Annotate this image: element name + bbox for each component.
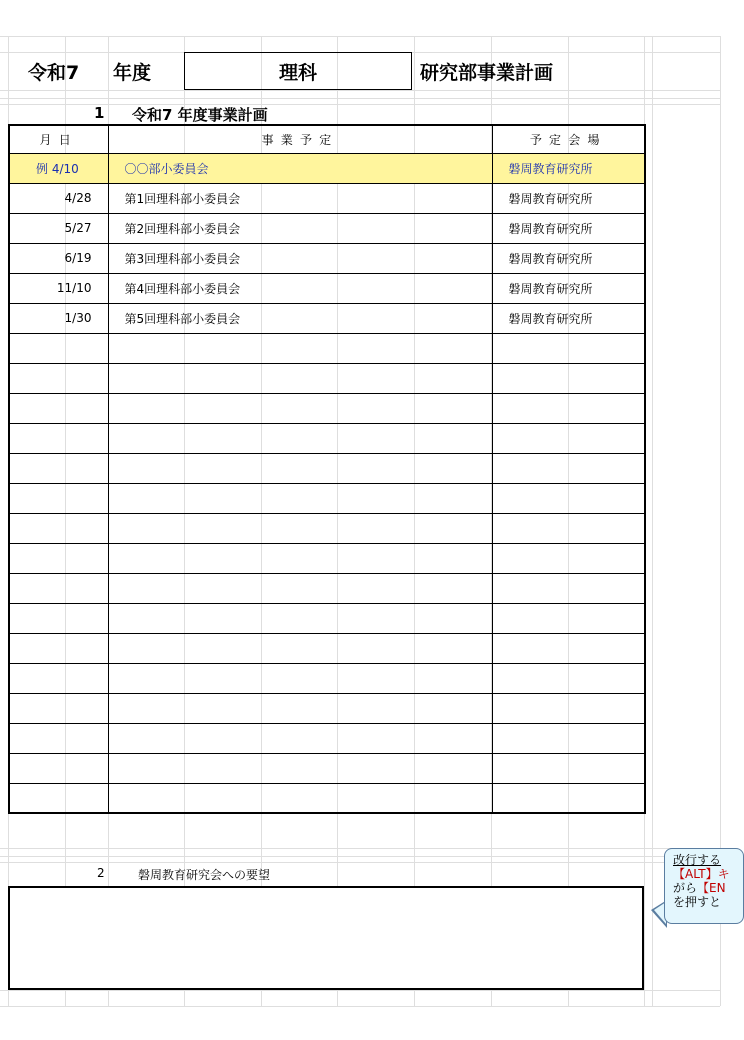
empty-cell-date[interactable] (9, 423, 108, 453)
empty-table-row[interactable] (9, 723, 645, 753)
empty-table-row[interactable] (9, 333, 645, 363)
empty-cell-venue[interactable] (492, 423, 645, 453)
empty-cell-date[interactable] (9, 573, 108, 603)
empty-cell-venue[interactable] (492, 483, 645, 513)
empty-cell-venue[interactable] (492, 393, 645, 423)
section2-number: 2 (97, 866, 105, 880)
empty-cell-date[interactable] (9, 483, 108, 513)
empty-cell-venue[interactable] (492, 333, 645, 363)
empty-cell-event[interactable] (108, 393, 492, 423)
empty-cell-event[interactable] (108, 543, 492, 573)
empty-cell-date[interactable] (9, 663, 108, 693)
example-event[interactable]: 〇〇部小委員会 (108, 153, 492, 183)
empty-cell-date[interactable] (9, 693, 108, 723)
empty-cell-venue[interactable] (492, 453, 645, 483)
cell-event[interactable]: 第1回理科部小委員会 (108, 183, 492, 213)
section1-title: 令和7 年度事業計画 (132, 106, 268, 124)
section2-title: 磐周教育研究会への要望 (138, 868, 271, 882)
section1-number: 1 (94, 104, 105, 122)
empty-cell-event[interactable] (108, 363, 492, 393)
empty-cell-event[interactable] (108, 603, 492, 633)
cell-date[interactable]: 1/30 (9, 303, 108, 333)
cell-event[interactable]: 第2回理科部小委員会 (108, 213, 492, 243)
empty-cell-event[interactable] (108, 663, 492, 693)
callout-line3-a: がら (673, 881, 698, 895)
gridline-horizontal (0, 862, 720, 863)
header-date: 月日 (9, 125, 108, 153)
cell-date[interactable]: 4/28 (9, 183, 108, 213)
empty-cell-venue[interactable] (492, 723, 645, 753)
empty-cell-date[interactable] (9, 723, 108, 753)
subject-text: 理科 (278, 61, 317, 84)
empty-cell-date[interactable] (9, 603, 108, 633)
gridline-vertical (652, 36, 653, 1006)
empty-table-row[interactable] (9, 783, 645, 813)
empty-table-row[interactable] (9, 423, 645, 453)
empty-table-row[interactable] (9, 543, 645, 573)
table-row[interactable] (9, 303, 645, 333)
table-row[interactable] (9, 273, 645, 303)
cell-venue[interactable]: 磐周教育研究所 (492, 303, 645, 333)
cell-venue[interactable]: 磐周教育研究所 (492, 273, 645, 303)
empty-cell-date[interactable] (9, 633, 108, 663)
cell-date[interactable]: 6/19 (9, 243, 108, 273)
empty-cell-event[interactable] (108, 453, 492, 483)
cell-venue[interactable]: 磐周教育研究所 (492, 243, 645, 273)
empty-cell-event[interactable] (108, 333, 492, 363)
empty-cell-event[interactable] (108, 783, 492, 813)
empty-cell-venue[interactable] (492, 363, 645, 393)
gridline-horizontal (0, 36, 720, 37)
empty-cell-date[interactable] (9, 513, 108, 543)
empty-cell-event[interactable] (108, 753, 492, 783)
empty-cell-date[interactable] (9, 393, 108, 423)
empty-table-row[interactable] (9, 603, 645, 633)
title-suffix: 研究部事業計画 (420, 61, 554, 84)
request-input-box[interactable] (8, 886, 644, 990)
example-date[interactable]: 例 4/10 (9, 153, 108, 183)
callout-line3-b: 【EN (697, 881, 726, 895)
empty-cell-venue[interactable] (492, 543, 645, 573)
gridline-horizontal (0, 990, 720, 991)
table-row[interactable] (9, 213, 645, 243)
example-row[interactable] (9, 153, 645, 183)
cell-event[interactable]: 第4回理科部小委員会 (108, 273, 492, 303)
empty-table-row[interactable] (9, 663, 645, 693)
empty-cell-event[interactable] (108, 423, 492, 453)
empty-cell-event[interactable] (108, 513, 492, 543)
empty-cell-venue[interactable] (492, 633, 645, 663)
cell-venue[interactable]: 磐周教育研究所 (492, 213, 645, 243)
cell-date[interactable]: 11/10 (9, 273, 108, 303)
empty-cell-venue[interactable] (492, 513, 645, 543)
empty-cell-venue[interactable] (492, 753, 645, 783)
empty-table-row[interactable] (9, 573, 645, 603)
nendo-label: 年度 (113, 61, 152, 84)
cell-venue[interactable]: 磐周教育研究所 (492, 183, 645, 213)
empty-cell-event[interactable] (108, 483, 492, 513)
empty-cell-event[interactable] (108, 633, 492, 663)
empty-table-row[interactable] (9, 693, 645, 723)
empty-table-row[interactable] (9, 513, 645, 543)
empty-table-row[interactable] (9, 393, 645, 423)
gridline-horizontal (0, 90, 720, 91)
empty-table-row[interactable] (9, 753, 645, 783)
gridline-horizontal (0, 98, 720, 99)
callout-line2: 【ALT】キ (673, 867, 730, 881)
empty-cell-date[interactable] (9, 543, 108, 573)
empty-cell-venue[interactable] (492, 663, 645, 693)
empty-cell-date[interactable] (9, 753, 108, 783)
gridline-horizontal (0, 1006, 720, 1007)
plan-table-header (9, 125, 645, 153)
header-venue: 予定会場 (492, 125, 645, 153)
table-row[interactable] (9, 243, 645, 273)
empty-cell-venue[interactable] (492, 603, 645, 633)
callout-line1: 改行する (673, 853, 722, 867)
empty-cell-event[interactable] (108, 723, 492, 753)
cell-event[interactable]: 第3回理科部小委員会 (108, 243, 492, 273)
table-row[interactable] (9, 183, 645, 213)
empty-cell-date[interactable] (9, 453, 108, 483)
era-cell[interactable]: 令和7 (28, 61, 80, 84)
empty-table-row[interactable] (9, 363, 645, 393)
gridline-horizontal (0, 856, 720, 857)
header-event: 事業予定 (108, 125, 492, 153)
empty-cell-venue[interactable] (492, 573, 645, 603)
empty-table-row[interactable] (9, 453, 645, 483)
example-venue[interactable]: 磐周教育研究所 (492, 153, 645, 183)
cell-event[interactable]: 第5回理科部小委員会 (108, 303, 492, 333)
callout-line3 (673, 881, 743, 895)
empty-table-row[interactable] (9, 633, 645, 663)
cell-date[interactable]: 5/27 (9, 213, 108, 243)
plan-table (8, 124, 646, 814)
empty-cell-venue[interactable] (492, 693, 645, 723)
gridline-horizontal (0, 104, 720, 105)
comment-callout[interactable] (664, 848, 744, 924)
empty-table-row[interactable] (9, 483, 645, 513)
empty-cell-date[interactable] (9, 783, 108, 813)
empty-cell-event[interactable] (108, 693, 492, 723)
empty-cell-venue[interactable] (492, 783, 645, 813)
empty-cell-date[interactable] (9, 333, 108, 363)
empty-cell-event[interactable] (108, 573, 492, 603)
callout-line4: を押すと (673, 895, 722, 909)
subject-cell[interactable] (184, 52, 412, 90)
empty-cell-date[interactable] (9, 363, 108, 393)
gridline-horizontal (0, 848, 720, 849)
